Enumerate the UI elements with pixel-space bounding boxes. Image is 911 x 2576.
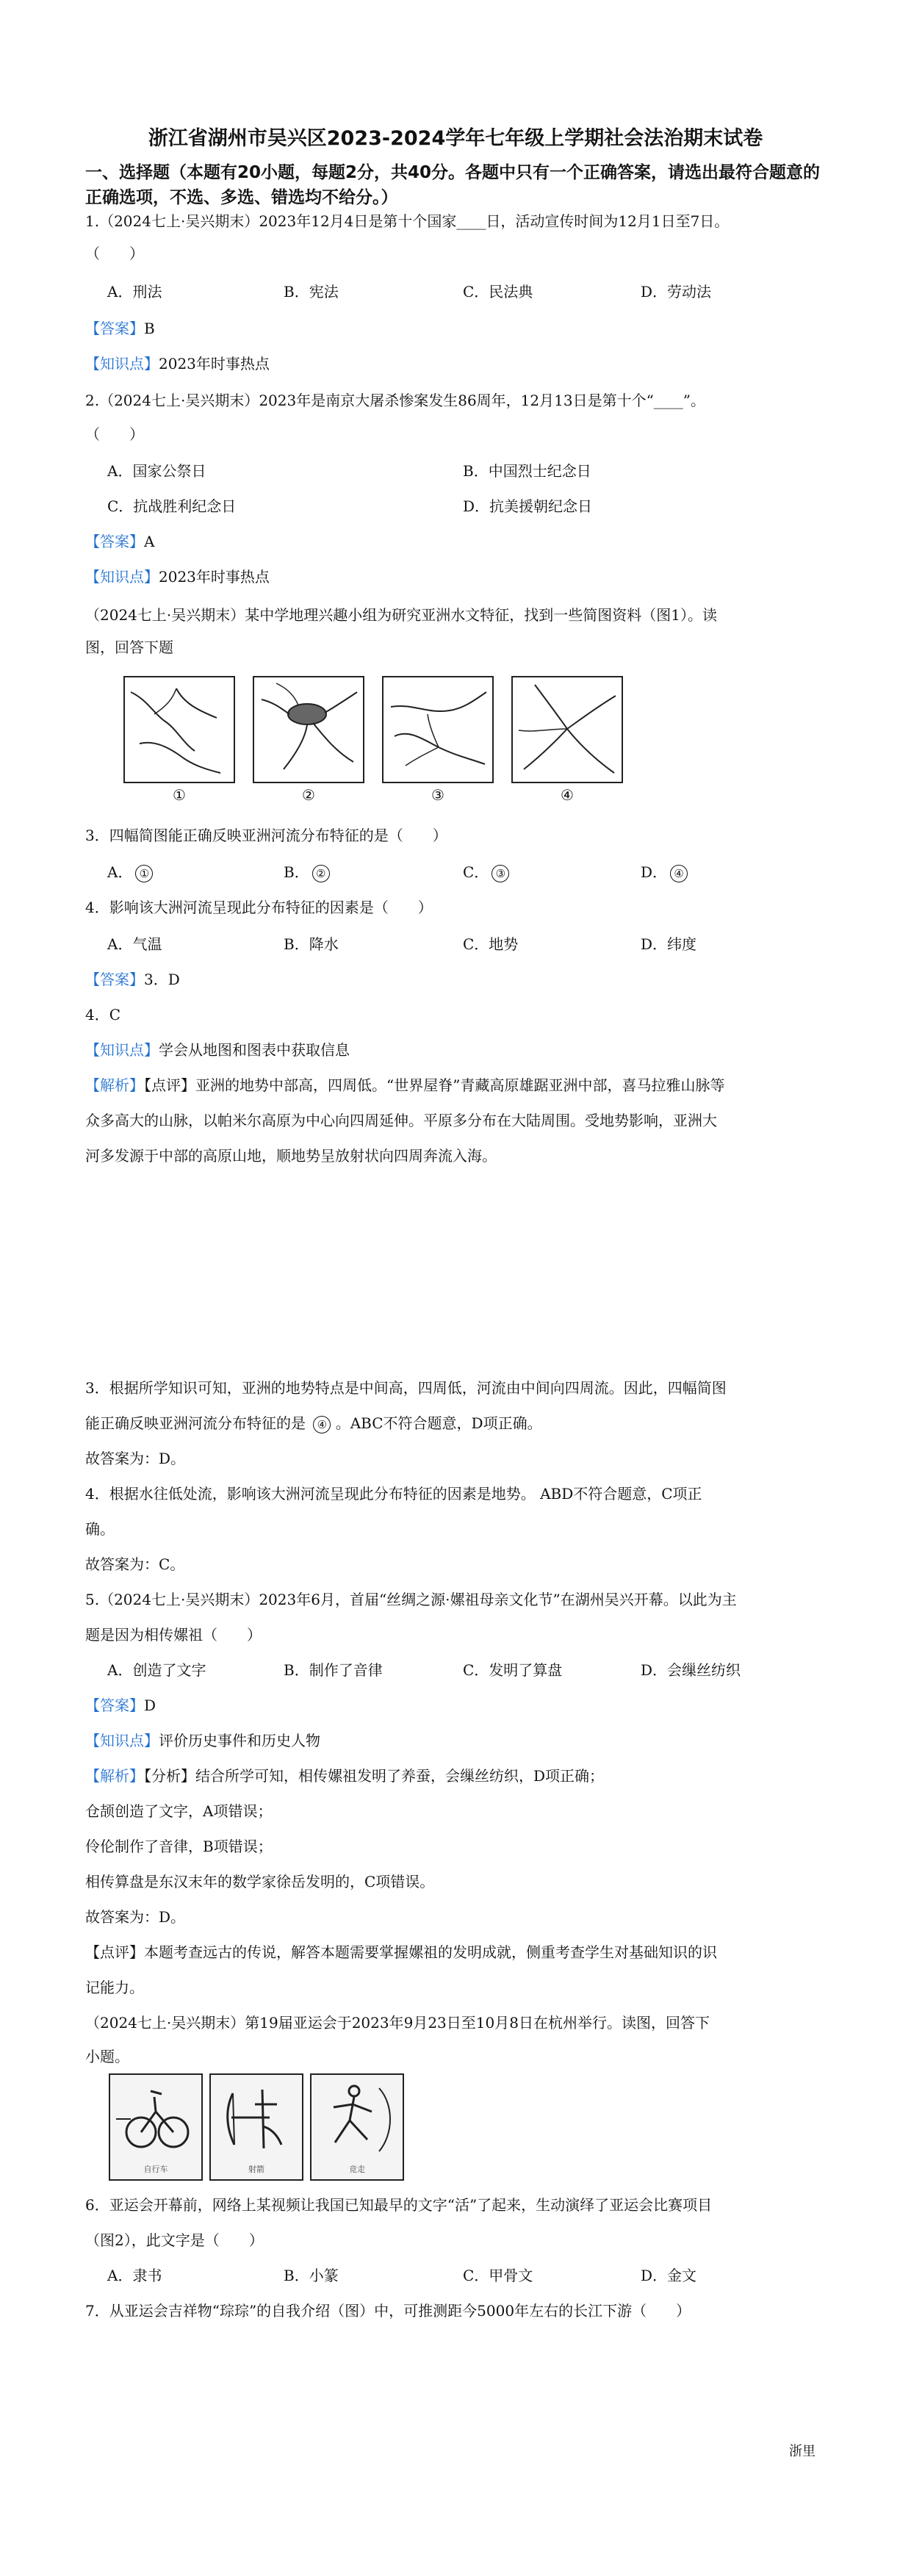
river-map-1 (123, 676, 235, 783)
river-lines-2 (254, 677, 363, 782)
oracle-pic-archery (209, 2073, 303, 2181)
q34-answer-line2: 4．C (85, 1006, 121, 1023)
knowledge-tag: 【知识点】 (85, 1041, 159, 1059)
q1-answer-value: B (144, 320, 155, 337)
q5-knowledge-value: 评价历史事件和历史人物 (159, 1732, 320, 1749)
q34-knowledge (85, 1039, 827, 1061)
q1-option-d: D．劳动法 (641, 283, 712, 301)
q34-knowledge-value: 学会从地图和图表中获取信息 (159, 1041, 350, 1059)
answer-tag: 【答案】 (85, 971, 144, 988)
analysis-tag: 【解析】 (85, 1767, 144, 1785)
q6-option-b: B．小篆 (284, 2267, 339, 2284)
q3-option-b-letter: B． (284, 863, 309, 881)
map-label-2: ② (302, 786, 315, 804)
q6-option-d: D．金文 (641, 2267, 697, 2284)
q5-option-c: C．发明了算盘 (463, 1661, 563, 1679)
q34-answer (85, 968, 827, 990)
q34-analysis-line3: 河多发源于中部的高原山地，顺地势呈放射状向四周奔流入海。 (85, 1147, 497, 1165)
river-map-3 (382, 676, 494, 783)
q5-knowledge (85, 1730, 827, 1752)
group2-intro-line2: 小题。 (85, 2048, 129, 2065)
exp3-line1: 3．根据所学知识可知，亚洲的地势特点是中间高，四周低，河流由中间向四周流。因此，四幅简图 (85, 1379, 727, 1397)
river-map-figure (123, 676, 630, 813)
answer-tag: 【答案】 (85, 320, 144, 337)
q5-comment-line1: 【点评】本题考查远古的传说，解答本题需要掌握嫘祖的发明成就，侧重考查学生对基础知识的识 (85, 1943, 717, 1961)
archery-glyph (211, 2075, 302, 2163)
q2-option-d: D．抗美援朝纪念日 (463, 497, 593, 515)
group2-intro-line1: （2024七上·吴兴期末）第19届亚运会于2023年9月23日至10月8日在杭州举行。读图，回答下 (85, 2014, 710, 2032)
q5-analysis-line4: 相传算盘是东汉末年的数学家徐岳发明的，C项错误。 (85, 1873, 435, 1890)
q3-option-c-mark: ③ (491, 865, 509, 882)
q1-answer (85, 317, 827, 339)
q3-option-d-mark: ④ (670, 865, 688, 882)
exp3-line2-a: 能正确反映亚洲河流分布特征的是 (85, 1414, 306, 1432)
question-7-stem: 7．从亚运会吉祥物“琮琮”的自我介绍（图）中，可推测距今5000年左右的长江下游（ ） (85, 2302, 691, 2320)
oracle-script-figure (109, 2073, 404, 2181)
question-2-stem: 2.（2024七上·吴兴期末）2023年是南京大屠杀惨案发生86周年，12月13日是第十个“____”。 (85, 392, 706, 409)
q4-option-c: C．地势 (463, 935, 519, 953)
q3-option-c (463, 861, 509, 883)
exp3-circle-mark: ④ (313, 1416, 331, 1433)
question-1-paren: （ ） (85, 245, 144, 262)
question-4-stem: 4．影响该大洲河流呈现此分布特征的因素是（ ） (85, 899, 433, 916)
q3-option-a-letter: A． (107, 863, 133, 881)
map-label-3: ③ (431, 786, 444, 804)
oracle-pic-racewalk (310, 2073, 404, 2181)
q5-analysis-line2: 仓颉创造了文字，A项错误； (85, 1802, 273, 1820)
q2-answer-value: A (144, 533, 155, 550)
group1-intro-line2: 图，回答下题 (85, 638, 173, 656)
q5-answer (85, 1694, 827, 1716)
q5-option-d: D．会缫丝纺织 (641, 1661, 741, 1679)
q4-option-b: B．降水 (284, 935, 339, 953)
q5-option-a: A．创造了文字 (107, 1661, 206, 1679)
q5-analysis-text1: 【分析】结合所学可知，相传嫘祖发明了养蚕，会缫丝纺织，D项正确； (144, 1767, 605, 1785)
knowledge-tag: 【知识点】 (85, 1732, 159, 1749)
q5-analysis-line5: 故答案为：D。 (85, 1908, 186, 1926)
section-heading: 一、选择题（本题有20小题，每题2分，共40分。各题中只有一个正确答案，请选出最符合题意的正确选项，不选、多选、错选均不给分。） (85, 163, 821, 207)
q2-option-a: A．国家公祭日 (107, 462, 206, 480)
q3-option-a-mark: ① (135, 865, 153, 882)
map-label-4: ④ (561, 786, 574, 804)
q3-option-d (641, 861, 688, 883)
q1-option-a: A．刑法 (107, 283, 162, 301)
question-3-stem: 3．四幅简图能正确反映亚洲河流分布特征的是（ ） (85, 827, 447, 844)
cycling-glyph (110, 2075, 201, 2163)
q34-analysis-line1 (85, 1074, 827, 1096)
q4-option-d: D．纬度 (641, 935, 697, 953)
river-map-4 (511, 676, 623, 783)
exp4-line2: 确。 (85, 1520, 115, 1538)
answer-tag: 【答案】 (85, 1697, 144, 1714)
knowledge-tag: 【知识点】 (85, 568, 159, 586)
q1-option-b: B．宪法 (284, 283, 339, 301)
q5-answer-value: D (144, 1697, 156, 1714)
q3-option-c-letter: C． (463, 863, 489, 881)
exp4-line3: 故答案为：C。 (85, 1555, 185, 1573)
river-map-2 (253, 676, 364, 783)
analysis-tag: 【解析】 (85, 1076, 144, 1094)
q5-analysis-line3: 伶伦制作了音律，B项错误； (85, 1838, 273, 1855)
q3-option-a (107, 861, 153, 883)
q3-option-d-letter: D． (641, 863, 668, 881)
exp3-line3: 故答案为：D。 (85, 1450, 186, 1467)
q6-option-a: A．隶书 (107, 2267, 162, 2284)
q2-answer (85, 530, 827, 553)
q2-knowledge (85, 566, 827, 588)
q34-analysis-line2: 众多高大的山脉，以帕米尔高原为中心向四周延伸。平原多分布在大陆周围。受地势影响，亚洲大 (85, 1112, 717, 1129)
q5-comment-line2: 记能力。 (85, 1979, 144, 1996)
q2-knowledge-value: 2023年时事热点 (159, 568, 270, 586)
exp4-line1: 4．根据水往低处流，影响该大洲河流呈现此分布特征的因素是地势。 ABD不符合题意，C项正 (85, 1485, 702, 1503)
answer-tag: 【答案】 (85, 533, 144, 550)
oracle-pic-cycling (109, 2073, 203, 2181)
question-6-stem-line2: （图2），此文字是（ ） (85, 2231, 264, 2249)
q3-option-b-mark: ② (312, 865, 330, 882)
caption-cycling: 自行车 (143, 2165, 168, 2174)
question-5-stem-line2: 题是因为相传嫘祖（ ） (85, 1626, 262, 1644)
exp3-line2 (85, 1412, 827, 1434)
q2-option-b: B．中国烈士纪念日 (463, 462, 591, 480)
q4-option-a: A．气温 (107, 935, 162, 953)
group1-intro-line1: （2024七上·吴兴期末）某中学地理兴趣小组为研究亚洲水文特征，找到一些简图资料（图1）。读 (85, 606, 717, 624)
q1-knowledge-value: 2023年时事热点 (159, 355, 270, 373)
q34-analysis-text1: 【点评】亚洲的地势中部高，四周低。“世界屋脊”青藏高原雄踞亚洲中部，喜马拉雅山脉等 (144, 1076, 725, 1094)
river-lines-3 (384, 677, 492, 782)
exp3-line2-b: 。ABC不符合题意，D项正确。 (335, 1414, 542, 1432)
q3-option-b (284, 861, 330, 883)
racewalk-glyph (312, 2075, 403, 2163)
caption-archery: 射箭 (248, 2165, 264, 2174)
q1-knowledge (85, 353, 827, 375)
map-label-1: ① (173, 786, 186, 804)
question-1-stem: 1.（2024七上·吴兴期末）2023年12月4日是第十个国家____日，活动宣传时间为12月1日至7日。 (85, 212, 730, 230)
q1-option-c: C．民法典 (463, 283, 533, 301)
page-title: 浙江省湖州市吴兴区2023-2024学年七年级上学期社会法治期末试卷 (148, 127, 763, 150)
question-6-stem-line1: 6．亚运会开幕前，网络上某视频让我国已知最早的文字“活”了起来，生动演绎了亚运会比赛项目 (85, 2196, 713, 2214)
knowledge-tag: 【知识点】 (85, 355, 159, 373)
river-lines-1 (125, 677, 234, 782)
q2-option-c: C．抗战胜利纪念日 (107, 497, 237, 515)
q6-option-c: C．甲骨文 (463, 2267, 533, 2284)
question-2-paren: （ ） (85, 425, 144, 443)
page-footer: 浙里 (789, 2444, 815, 2459)
question-5-stem-line1: 5.（2024七上·吴兴期末）2023年6月，首届“丝绸之源·嫘祖母亲文化节”在湖州吴兴开幕。以此为主 (85, 1591, 737, 1608)
river-lines-4 (513, 677, 622, 782)
q34-answer-line1: 3．D (144, 971, 180, 988)
caption-racewalk: 竞走 (349, 2165, 365, 2174)
q5-option-b: B．制作了音律 (284, 1661, 383, 1679)
q5-analysis-line1 (85, 1765, 827, 1787)
